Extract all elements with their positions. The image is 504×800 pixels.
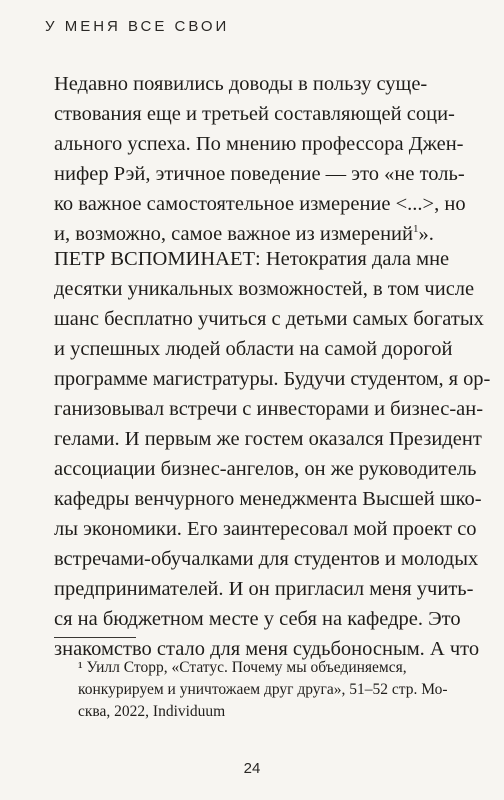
text-line: десятки уникальных возможностей, в том числе: [54, 278, 475, 300]
text-line: ассоциации бизнес-ангелов, он же руководитель: [54, 458, 477, 480]
running-head: У МЕНЯ ВСЕ СВОИ: [45, 18, 230, 35]
text-line: ального успеха. По мнению профессора Джен-: [54, 133, 464, 155]
footnote: [78, 657, 490, 723]
text-line: знакомство стало для меня судьбоносным. А что: [54, 638, 480, 660]
footnote-line: ¹ Уилл Сторр, «Статус. Почему мы объединяемся,: [78, 659, 407, 676]
footnote-line: конкурируем и уничтожаем друг друга», 51–52 стр. Мо-: [78, 681, 448, 698]
paragraph-2: [54, 244, 490, 664]
text-line: ся на бюджетном месте у себя на кафедре. Это: [54, 608, 461, 630]
text-line: предпринимателей. И он пригласил меня учить-: [54, 578, 474, 600]
text-line: ко важное самостоятельное измерение <...>, но: [54, 193, 466, 215]
footnote-divider: [54, 637, 136, 638]
footnote-reference: 1: [412, 223, 419, 236]
text-line-content: и, возможно, самое важное из измерений: [54, 223, 413, 245]
text-line: нифер Рэй, этичное поведение — это «не толь-: [54, 163, 465, 185]
text-line: ПЕТР ВСПОМИНАЕТ: Нетократия дала мне: [54, 248, 450, 270]
text-line: кафедры венчурного менеджмента Высшей шко-: [54, 488, 482, 510]
quote-close: ».: [418, 223, 434, 245]
text-line: Недавно появились доводы в пользу суще-: [54, 73, 428, 95]
paragraph-1: [54, 69, 490, 249]
text-line: ствования еще и третьей составляющей соци-: [54, 103, 455, 125]
text-line: лы экономики. Его заинтересовал мой проект со: [54, 518, 477, 540]
text-line: встречами-обучалками для студентов и молодых: [54, 548, 479, 570]
text-line: программе магистратуры. Будучи студентом, я ор-: [54, 368, 491, 390]
page-number: 24: [243, 760, 261, 777]
footnote-line: сква, 2022, Individuum: [78, 703, 226, 720]
text-line: и успешных людей области на самой дорогой: [54, 338, 453, 360]
text-line: гелами. И первым же гостем оказался Президент: [54, 428, 482, 450]
text-line: шанс бесплатно учиться с детьми самых богатых: [54, 308, 484, 330]
text-line: ганизовывал встречи с инвесторами и бизнес-ан-: [54, 398, 484, 420]
